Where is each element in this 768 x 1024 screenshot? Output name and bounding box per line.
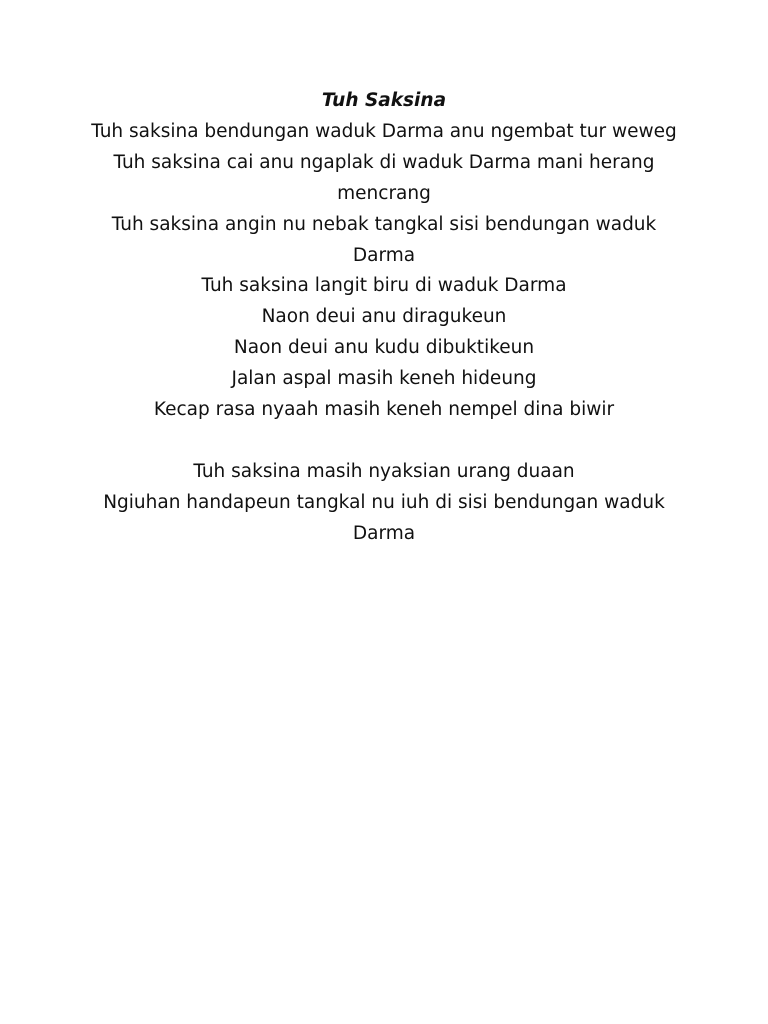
poem-line: Tuh saksina cai anu ngaplak di waduk Darma mani herang mencrang	[113, 151, 655, 204]
stanza-gap	[80, 426, 688, 457]
poem	[80, 86, 688, 550]
poem-line: Tuh saksina bendungan waduk Darma anu ngembat tur weweg	[91, 120, 677, 142]
poem-line: Jalan aspal masih keneh hideung	[231, 368, 537, 390]
poem-line: Kecap rasa nyaah masih keneh nempel dina biwir	[153, 399, 615, 421]
poem-line: Tuh saksina masih nyaksian urang duaan	[193, 460, 575, 482]
stanza-1	[80, 117, 688, 426]
stanza-2	[80, 457, 688, 550]
poem-line: Ngiuhan handapeun tangkal nu iuh di sisi bendungan waduk Darma	[103, 491, 665, 544]
poem-line: Tuh saksina langit biru di waduk Darma	[201, 275, 567, 297]
poem-line: Tuh saksina angin nu nebak tangkal sisi bendungan waduk Darma	[111, 213, 657, 266]
poem-title: Tuh Saksina	[321, 90, 447, 111]
poem-line: Naon deui anu kudu dibuktikeun	[233, 337, 535, 359]
poem-line: Naon deui anu diragukeun	[261, 306, 507, 328]
